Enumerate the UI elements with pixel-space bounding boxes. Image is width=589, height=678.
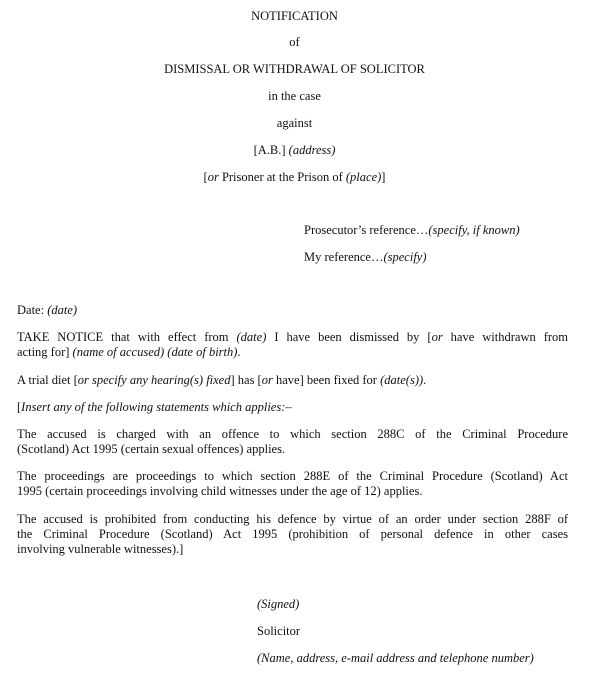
date-line: Date: (date) [17,303,78,317]
prosecutor-reference: Prosecutor’s reference…(specify, if known) [304,223,520,237]
accused-address: (address) [288,143,336,157]
statement-sexual-offences: The accused is charged with an offence to which section 288C of the Criminal Procedure (Scotland) Act 1995 (certain sexual offences) applies. [17,427,568,456]
date-value: (date) [47,303,78,317]
trial-diet-line: A trial diet [or specify any hearing(s) fixed] has [or have] been fixed for (date(s)). [17,373,427,387]
solicitor-label: Solicitor [257,624,301,638]
title-connector: of [289,35,300,49]
notice-paragraph: TAKE NOTICE that with effect from (date) I have been dismissed by [or have withdrawn from acting for] (name of accused) (date of birth). [17,330,568,359]
accused-line [0,143,589,158]
accused-name: [A.B.] [253,143,286,157]
case-line: in the case [268,89,321,103]
prisoner-line: [or Prisoner at the Prison of (place)] [203,170,386,184]
statement-child-witnesses: The proceedings are proceedings to which section 288E of the Criminal Procedure (Scotland) Act 1995 (certain proceedings involving child witnesses under the age of 12) applies. [17,469,568,498]
document-title: NOTIFICATION [251,9,338,23]
document-subject: DISMISSAL OR WITHDRAWAL OF SOLICITOR [164,62,425,76]
prison-place: (place) [345,170,382,184]
against-line: against [276,116,313,130]
insert-instruction: [Insert any of the following statements which applies:– [17,400,292,414]
my-reference: My reference…(specify) [304,250,427,264]
solicitor-details: (Name, address, e-mail address and telephone number) [257,651,534,665]
signed-line: (Signed) [257,597,300,611]
statement-vulnerable-witnesses: The accused is prohibited from conducting his defence by virtue of an order under section 288F of the Criminal Procedure (Scotland) Act 1995 (prohibition of personal defence in other cases involving vulnerable witnesses).] [17,512,568,556]
